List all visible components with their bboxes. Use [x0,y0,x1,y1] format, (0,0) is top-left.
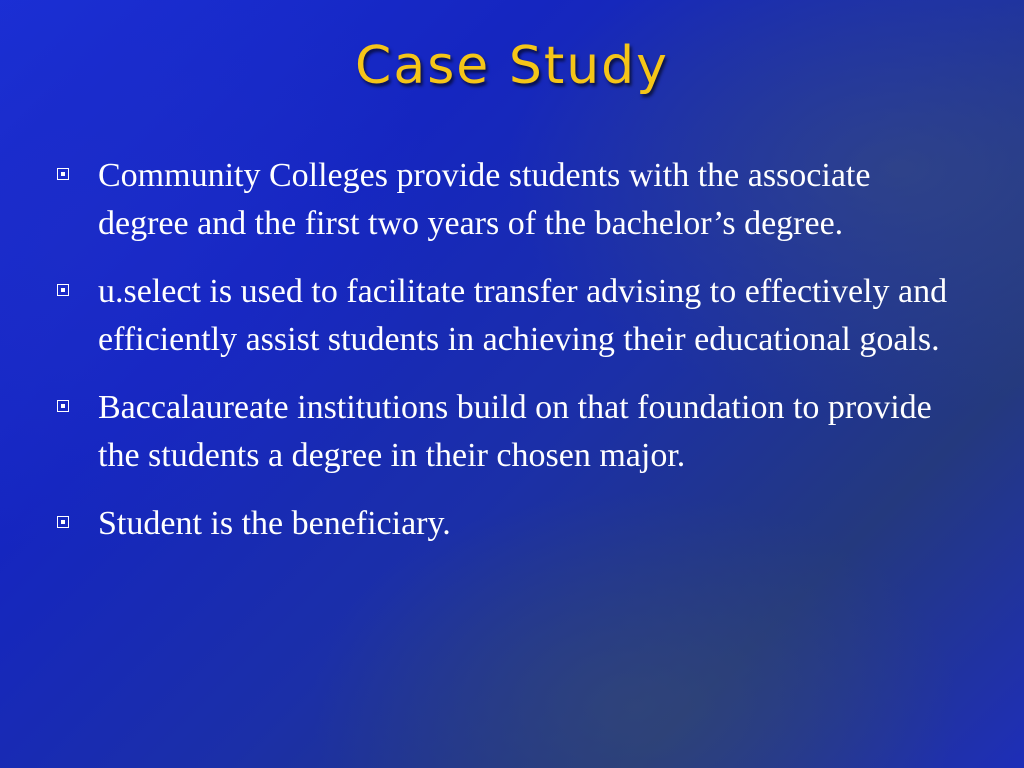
bullet-item [50,152,950,248]
bullet-text: Student is the beneficiary. [98,505,451,542]
bullet-item [50,500,950,548]
square-bullet-icon [57,516,69,528]
bullet-item [50,384,950,480]
square-bullet-icon [57,284,69,296]
slide-title: Case Study [355,36,669,96]
bullet-list [50,152,950,568]
square-bullet-icon [57,168,69,180]
bullet-text: Community Colleges provide students with the associate degree and the first two years of the bachelor’s degree. [98,157,871,242]
square-bullet-icon [57,400,69,412]
bullet-item [50,268,950,364]
bullet-text: Baccalaureate institutions build on that foundation to provide the students a degree in their chosen major. [98,389,932,474]
bullet-text: u.select is used to facilitate transfer advising to effectively and efficiently assist students in achieving their educational goals. [98,273,948,358]
